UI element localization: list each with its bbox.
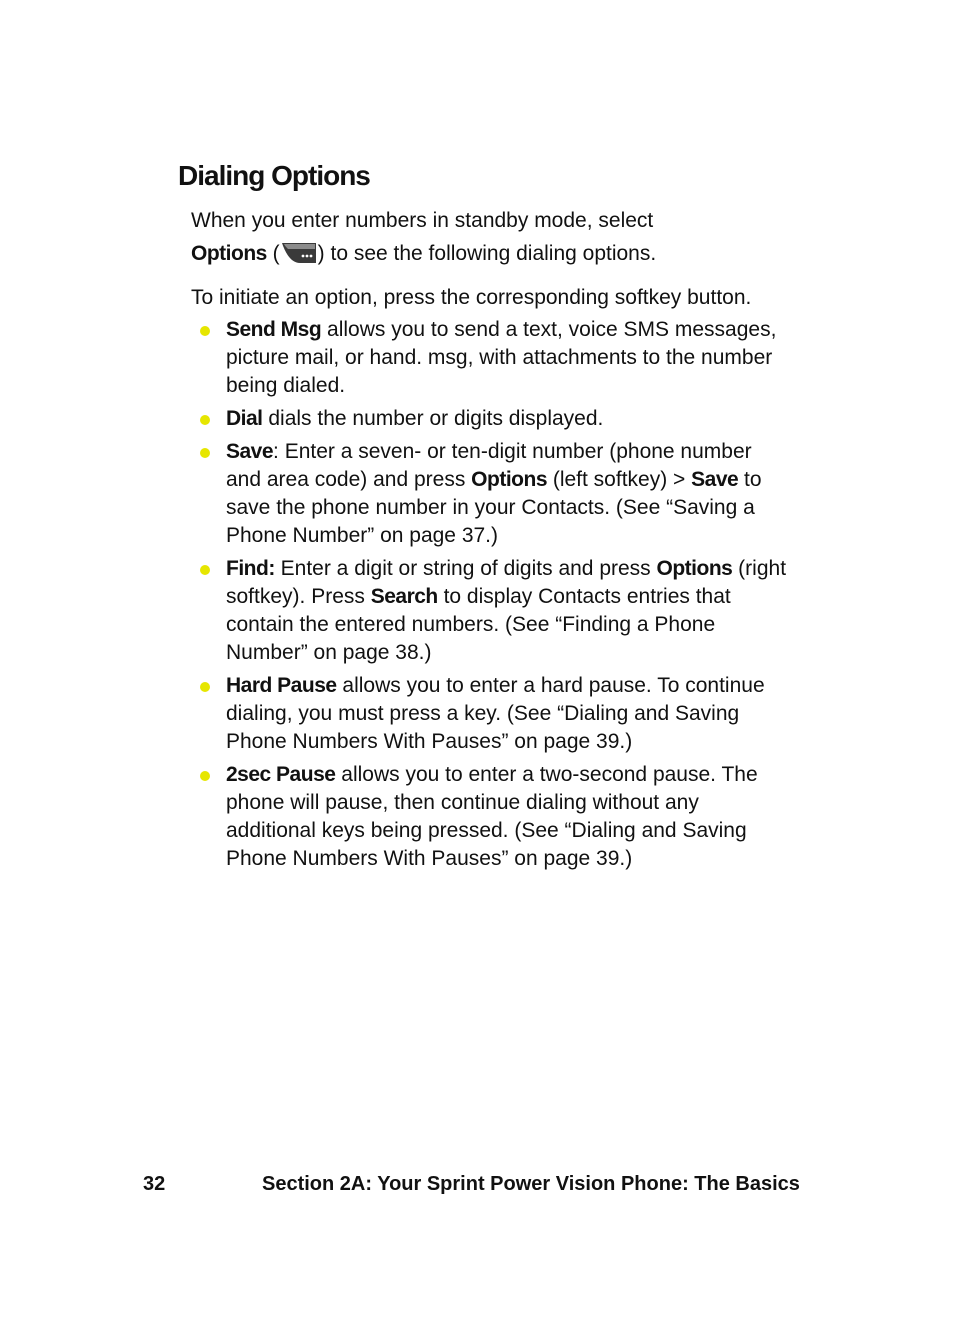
list-item-send-msg [191,316,791,400]
search-keyword: Search [370,585,438,608]
option-keyword: Dial [226,407,263,430]
option-description: allows you to send a text, voice SMS messages, picture mail, or hand. msg, with attachments to the number being dialed. [226,318,777,397]
option-description: dials the number or digits displayed. [262,407,604,430]
bullet-icon [200,682,210,692]
bullet-icon [200,326,210,336]
main-content [191,204,791,873]
intro-line-1: When you enter numbers in standby mode, select [191,209,654,232]
option-keyword: Find: [226,557,275,580]
intro-open-paren: ( [266,242,280,265]
option-description: allows you to enter a two-second pause. The phone will pause, then continue dialing without any additional keys being pressed. (See “Dialing and Saving Phone Numbers With Pauses” on page 39.) [226,763,758,870]
list-item-dial [191,405,791,433]
instruction-text: To initiate an option, press the corresponding softkey button. [191,286,752,309]
option-keyword: Hard Pause [226,674,337,697]
options-keyword: Options [656,557,733,580]
option-keyword: Save [226,440,274,463]
option-description: to display Contacts entries that contain the entered numbers. (See “Finding a Phone Number” on page 38.) [226,585,731,664]
intro-after-icon: ) to see the following dialing options. [317,242,657,265]
intro-line-2 [191,237,791,270]
page-number: 32 [143,1173,166,1195]
options-keyword: Options [191,242,267,265]
bullet-icon [200,415,210,425]
list-item-hard-pause [191,672,791,756]
bullet-icon [200,565,210,575]
bullet-icon [200,448,210,458]
bullet-icon [200,771,210,781]
option-description: (right softkey). Press [226,557,787,608]
option-description: allows you to enter a hard pause. To continue dialing, you must press a key. (See “Dialing and Saving Phone Numbers With Pauses” on page 39.) [226,674,765,753]
list-item-find [191,555,791,667]
list-item-save [191,438,791,550]
option-description: Enter a digit or string of digits and press [274,557,657,580]
save-keyword: Save [691,468,739,491]
option-description: (left softkey) > [547,468,692,491]
list-item-2sec-pause [191,761,791,873]
dialing-options-list [191,316,791,873]
option-keyword: 2sec Pause [226,763,336,786]
option-keyword: Send Msg [226,318,322,341]
right-softkey-icon [280,241,318,265]
option-description: to save the phone number in your Contacts. (See “Saving a Phone Number” on page 37.) [226,468,762,547]
option-description: : Enter a seven- or ten-digit number (phone number and area code) and press [226,440,752,491]
section-title: Section 2A: Your Sprint Power Vision Phone: The Basics [262,1173,800,1195]
page-title: Dialing Options [178,160,370,191]
options-keyword: Options [471,468,547,491]
